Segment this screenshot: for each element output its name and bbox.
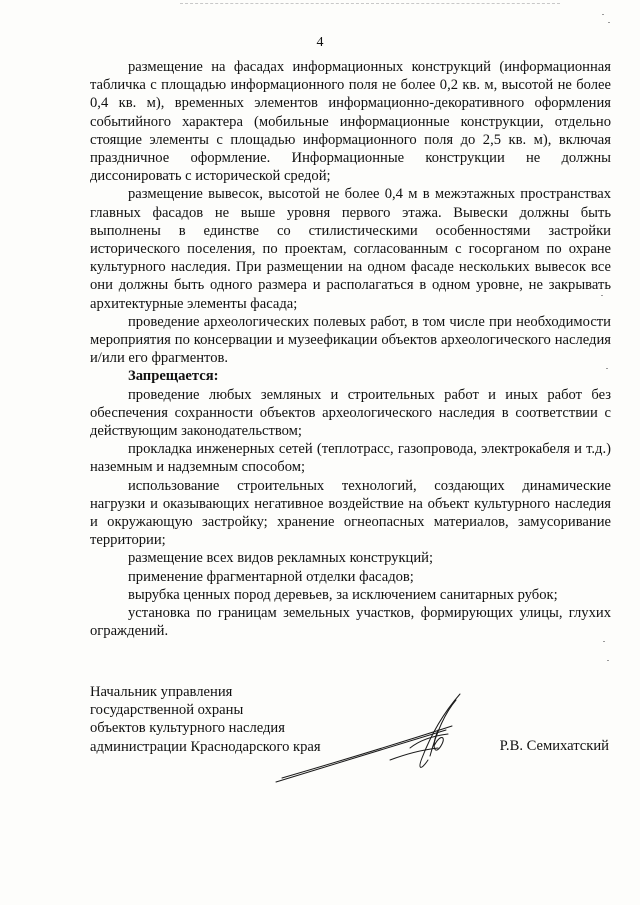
paragraph-prohibited-7: установка по границам земельных участков, формирующих улицы, глухих ограждений. — [90, 605, 611, 640]
handwritten-signature — [270, 690, 470, 790]
paragraph-prohibited-5: применение фрагментарной отделки фасадов; — [128, 568, 414, 585]
scan-speck — [603, 641, 605, 642]
paragraph-allowed-2: размещение вывесок, высотой не более 0,4 м в межэтажных пространствах главных фасадов не выше уровня первого этажа. Вывески должны быть выполнены в единстве со стилистическими особенностями застройки исторического поселения, по проектам, согласованным с госорганом по охране культурного наследия. При размещении на одном фасаде нескольких вывесок все они должны быть одного размера и располагаться в одном уровне, не закрывать архитектурные элементы фасада; — [90, 186, 611, 312]
scan-speck — [607, 660, 609, 661]
signer-title-line-3: объектов культурного наследия — [90, 720, 285, 737]
signer-title-line-1: Начальник управления — [90, 684, 233, 700]
signer-title-line-4: администрации Краснодарского края — [90, 738, 321, 755]
scan-speck — [606, 368, 608, 369]
prohibited-heading: Запрещается: — [128, 368, 219, 385]
scan-speck — [602, 14, 604, 15]
paragraph-prohibited-4: размещение всех видов рекламных конструкций; — [128, 550, 434, 567]
paragraph-prohibited-6: вырубка ценных пород деревьев, за исключением санитарных рубок; — [128, 586, 558, 603]
top-border-line — [180, 3, 560, 4]
page-number: 4 — [316, 35, 324, 50]
scan-speck — [601, 295, 603, 296]
signer-name: Р.В. Семихатский — [499, 738, 609, 754]
document-body — [90, 58, 611, 641]
paragraph-allowed-3: проведение археологических полевых работ, в том числе при необходимости мероприятия по консервации и музеефикации объектов археологического наследия и/или его фрагментов. — [90, 313, 611, 367]
signer-title-line-2: государственной охраны — [90, 702, 244, 719]
paragraph-prohibited-1: проведение любых земляных и строительных работ и иных работ без обеспечения сохранности объектов археологического наследия в соответствии с действующим законодательством; — [90, 386, 611, 440]
paragraph-prohibited-3: использование строительных технологий, создающих динамические нагрузки и оказывающих негативное воздействие на объект культурного наследия и окружающую застройку; хранение огнеопасных материалов, замусоривание территории; — [90, 477, 611, 549]
paragraph-allowed-1: размещение на фасадах информационных конструкций (информационная табличка с площадью информационного поля не более 0,2 кв. м, высотой не более 0,4 кв. м), временных элементов информационно-декоративного оформления событийного характера (мобильные информационные конструкции, отдельно стоящие элементы с площадью информационного поля до 2,5 кв. м), включая праздничное оформление. Информационные конструкции не должны диссонировать с исторической средой; — [90, 59, 611, 185]
scan-speck — [608, 22, 610, 23]
paragraph-prohibited-2: прокладка инженерных сетей (теплотрасс, газопровода, электрокабеля и т.д.) наземным и надземным способом; — [90, 441, 611, 476]
